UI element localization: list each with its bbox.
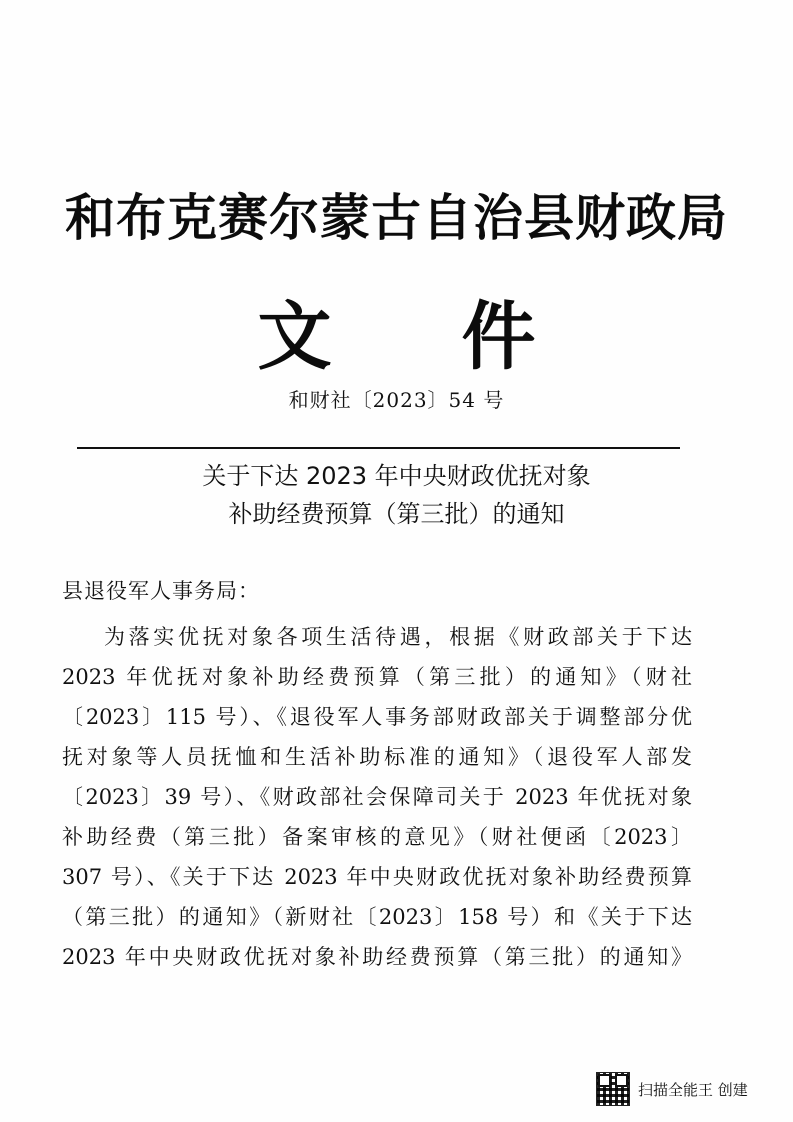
recipient: 县退役军人事务局： xyxy=(62,579,260,603)
body-line: 307 号）、《关于下达 2023 年中央财政优抚对象补助经费预算 xyxy=(62,865,692,889)
body-line: 为落实优抚对象各项生活待遇，根据《财政部关于下达 xyxy=(104,625,692,649)
body-line: 2023 年优抚对象补助经费预算（第三批）的通知》（财社 xyxy=(62,665,692,689)
issuing-organization: 和布克赛尔蒙古自治县财政局 xyxy=(65,188,728,247)
body-line: 〔2023〕39 号）、《财政部社会保障司关于 2023 年优抚对象 xyxy=(62,785,692,809)
scanner-text: 扫描全能王 创建 xyxy=(638,1080,748,1099)
body-line: 补助经费（第三批）备案审核的意见》（财社便函〔2023〕 xyxy=(62,825,692,849)
scanner-watermark xyxy=(596,1071,748,1107)
qr-code-icon xyxy=(596,1072,630,1106)
document-title-line-1: 关于下达 2023 年中央财政优抚对象 xyxy=(202,462,591,490)
body-line: 2023 年中央财政优抚对象补助经费预算（第三批）的通知》 xyxy=(62,945,692,969)
body-line: （第三批）的通知》（新财社〔2023〕158 号）和《关于下达 xyxy=(62,905,692,929)
document-number: 和财社〔2023〕54 号 xyxy=(288,388,505,412)
body-line: 〔2023〕115 号）、《退役军人事务部财政部关于调整部分优 xyxy=(62,705,692,729)
document-title-line-2: 补助经费预算（第三批）的通知 xyxy=(228,500,565,528)
body-line: 抚对象等人员抚恤和生活补助标准的通知》（退役军人部发 xyxy=(62,745,692,769)
header-divider xyxy=(77,447,680,449)
document-type: 文件 xyxy=(257,294,666,380)
